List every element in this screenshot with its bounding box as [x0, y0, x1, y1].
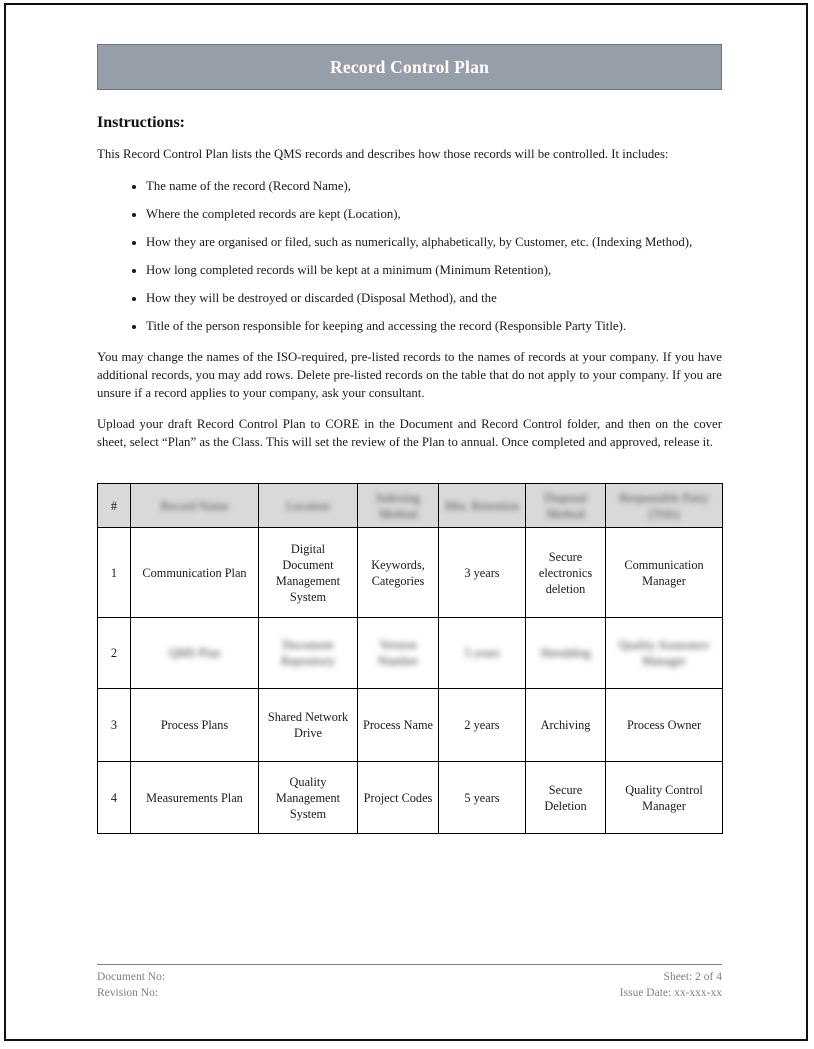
- cell-indexing-method: Project Codes: [358, 762, 439, 834]
- cell-location: Quality Management System: [259, 762, 358, 834]
- cell-disposal-method-redacted: Shredding: [526, 618, 606, 689]
- bullet-item-disposal-method: • How they will be destroyed or discarded (Disposal Method), and the: [146, 289, 722, 307]
- row-number: 4: [98, 762, 131, 834]
- redacted-header-text: Record Name: [160, 498, 229, 513]
- redacted-header-text: Disposal Method: [543, 490, 588, 521]
- column-header-record-name: [131, 484, 259, 528]
- column-header-min-retention: [439, 484, 526, 528]
- page-footer: [97, 964, 722, 1001]
- footer-right: [620, 969, 722, 1001]
- revision-no-label: Revision No:: [97, 987, 159, 999]
- row-number: 2: [98, 618, 131, 689]
- cell-record-name: Process Plans: [131, 689, 259, 762]
- intro-paragraph: This Record Control Plan lists the QMS records and describes how those records will be controlled. It includes:: [97, 147, 669, 161]
- cell-record-name: Communication Plan: [131, 528, 259, 618]
- row-number: 1: [98, 528, 131, 618]
- cell-responsible-party-redacted: Quality Assurance Manager: [606, 618, 723, 689]
- table-row-redacted: [98, 618, 723, 689]
- column-header-location: [259, 484, 358, 528]
- cell-responsible-party: Quality Control Manager: [606, 762, 723, 834]
- cell-disposal-method: Secure electronics deletion: [526, 528, 606, 618]
- cell-min-retention: 3 years: [439, 528, 526, 618]
- cell-location: Shared Network Drive: [259, 689, 358, 762]
- cell-indexing-method-redacted: Version Number: [358, 618, 439, 689]
- redacted-header-text: Indexing Method: [376, 490, 420, 521]
- paragraph-upload-core: Upload your draft Record Control Plan to CORE in the Document and Record Control folder, and then on the cover sheet, select “Plan” as the Class. This will set the review of the Plan to annual. Once completed and approved, release it.: [97, 417, 722, 449]
- table-row-communication-plan: [98, 528, 723, 618]
- redacted-header-text: Responsible Party (Title): [619, 490, 709, 521]
- table-row-measurements-plan: [98, 762, 723, 834]
- record-control-table: [97, 483, 723, 834]
- sheet-number: Sheet: 2 of 4: [663, 971, 722, 983]
- cell-indexing-method: Keywords, Categories: [358, 528, 439, 618]
- bullet-item-minimum-retention: • How long completed records will be kept at a minimum (Minimum Retention),: [146, 261, 722, 279]
- column-header-indexing-method: [358, 484, 439, 528]
- row-number: 3: [98, 689, 131, 762]
- cell-disposal-method: Secure Deletion: [526, 762, 606, 834]
- cell-responsible-party: Process Owner: [606, 689, 723, 762]
- cell-responsible-party: Communication Manager: [606, 528, 723, 618]
- bullet-item-indexing-method: • How they are organised or filed, such as numerically, alphabetically, by Customer, etc. (Indexing Method),: [146, 233, 722, 251]
- bullet-item-location: • Where the completed records are kept (Location),: [146, 205, 722, 223]
- cell-min-retention: 5 years: [439, 762, 526, 834]
- cell-min-retention: 2 years: [439, 689, 526, 762]
- page-content: [97, 0, 722, 834]
- column-header-number: #: [98, 484, 131, 528]
- cell-location-redacted: Document Repository: [259, 618, 358, 689]
- cell-record-name: Measurements Plan: [131, 762, 259, 834]
- title-banner: [97, 44, 722, 90]
- paragraph-change-records: You may change the names of the ISO-required, pre-listed records to the names of records at your company. If you have additional records, you may add rows. Delete pre-listed records on the table that do not apply to your company. If you are unsure if a record applies to your company, ask your consultant.: [97, 350, 722, 400]
- redacted-header-text: Min. Retention: [444, 498, 520, 513]
- cell-disposal-method: Archiving: [526, 689, 606, 762]
- table-header-row: [98, 484, 723, 528]
- table-row-process-plans: [98, 689, 723, 762]
- footer-left: [97, 969, 165, 1001]
- bullet-list: [97, 177, 722, 335]
- issue-date: Issue Date: xx-xxx-xx: [619, 987, 722, 999]
- cell-record-name-redacted: QMS Plan: [131, 618, 259, 689]
- instructions-heading: Instructions:: [97, 114, 186, 131]
- bullet-item-responsible-party: • Title of the person responsible for keeping and accessing the record (Responsible Party Title).: [146, 317, 722, 335]
- document-no-label: Document No:: [97, 971, 166, 983]
- cell-min-retention-redacted: 5 years: [439, 618, 526, 689]
- document-title: Record Control Plan: [329, 56, 490, 77]
- bullet-item-record-name: • The name of the record (Record Name),: [146, 177, 722, 195]
- column-header-responsible-party: [606, 484, 723, 528]
- column-header-disposal-method: [526, 484, 606, 528]
- cell-location: Digital Document Management System: [259, 528, 358, 618]
- redacted-header-text: Location: [286, 498, 330, 513]
- cell-indexing-method: Process Name: [358, 689, 439, 762]
